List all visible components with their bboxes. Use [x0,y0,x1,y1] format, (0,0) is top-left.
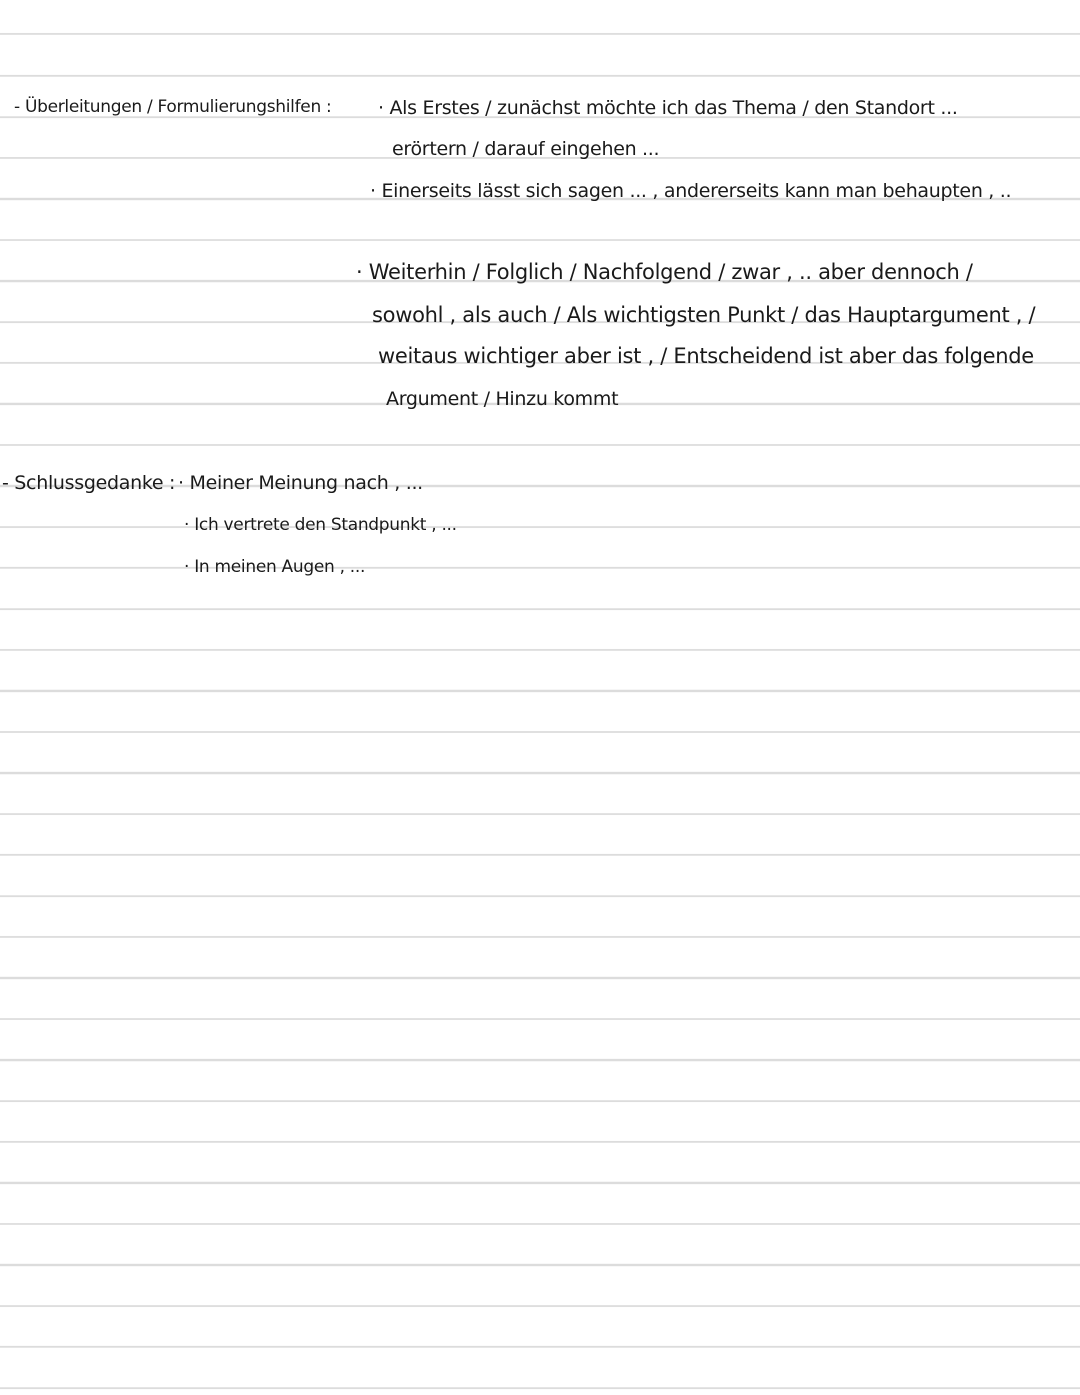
transitions-phrase-2: erörtern / darauf eingehen ... [392,138,660,160]
transitions-phrase-5: sowohl , als auch / Als wichtigsten Punkt / das Hauptargument , / [372,303,1036,327]
conclusion-heading: - Schlussgedanke : [2,472,176,494]
conclusion-phrase-3: · In meinen Augen , ... [184,557,366,577]
conclusion-phrase-2: · Ich vertrete den Standpunkt , ... [184,515,457,535]
transitions-phrase-3: · Einerseits lässt sich sagen ... , andererseits kann man behaupten , .. [370,180,1012,202]
transitions-phrase-7: Argument / Hinzu kommt [386,388,619,410]
transitions-phrase-6: weitaus wichtiger aber ist , / Entscheidend ist aber das folgende [378,344,1034,368]
conclusion-phrase-1: · Meiner Meinung nach , ... [178,472,423,494]
transitions-phrase-1: · Als Erstes / zunächst möchte ich das Thema / den Standort ... [378,97,958,119]
transitions-heading: - Überleitungen / Formulierungshilfen : [14,97,332,117]
transitions-phrase-4: · Weiterhin / Folglich / Nachfolgend / zwar , .. aber dennoch / [356,260,973,284]
